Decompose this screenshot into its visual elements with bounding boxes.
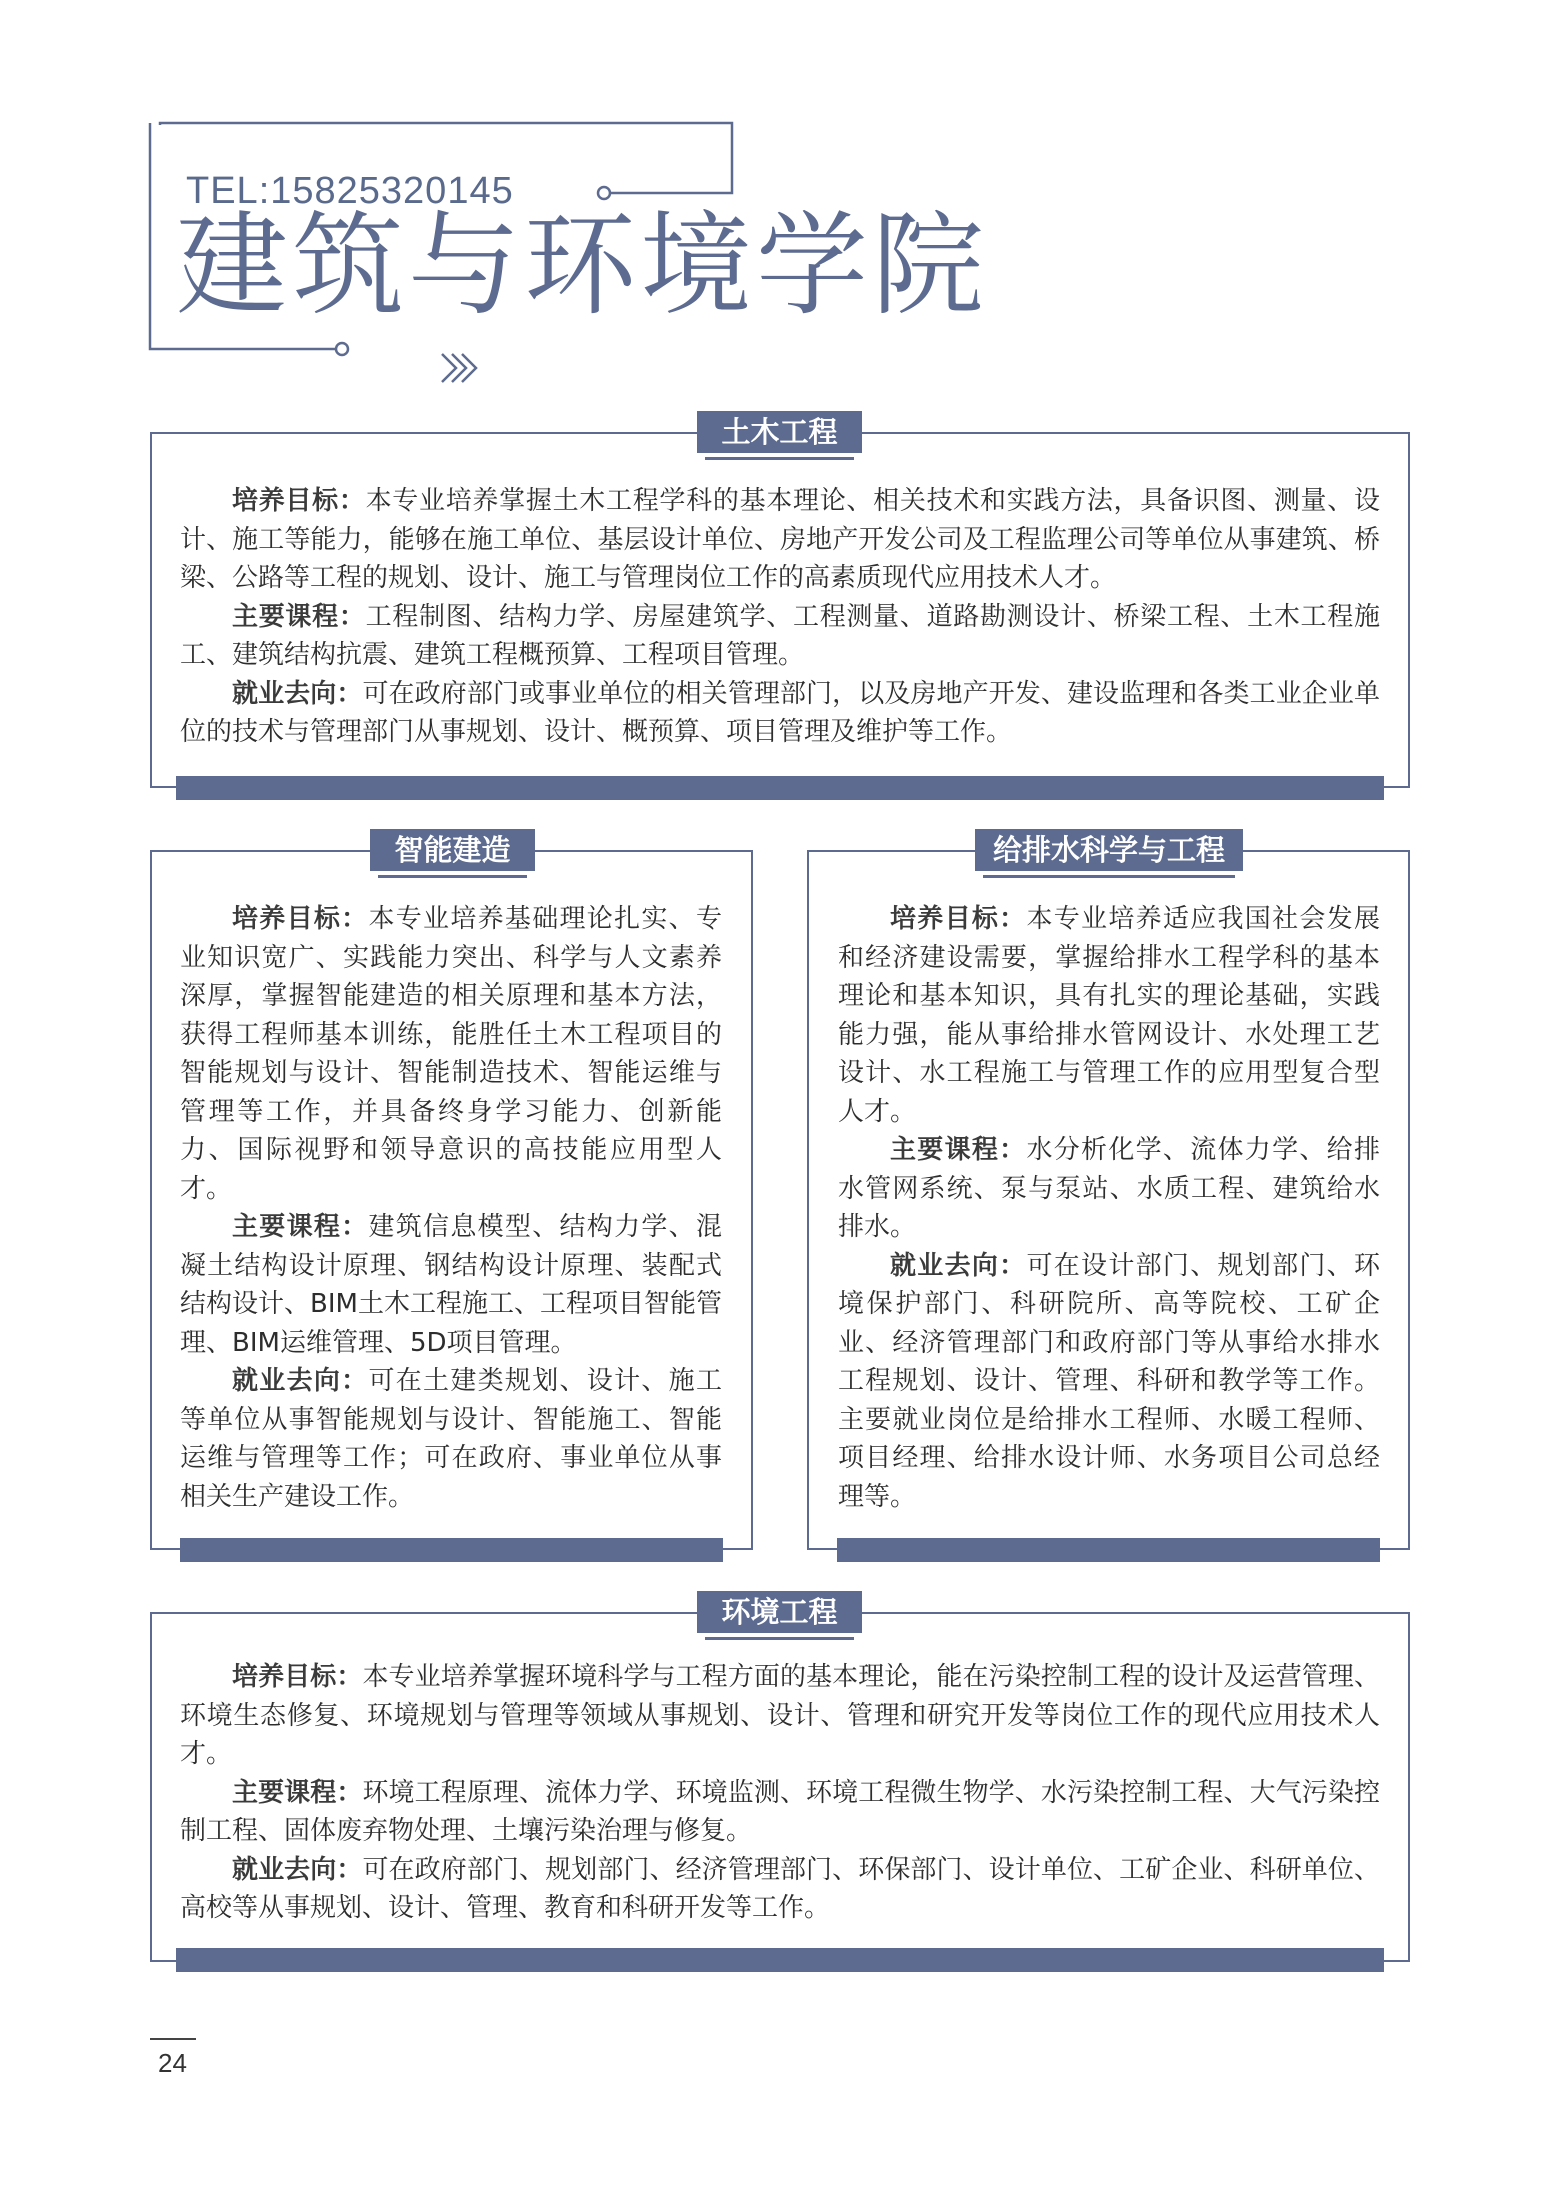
env-job <box>180 1851 1380 1928</box>
env-job-label: 就业去向： <box>232 1854 363 1885</box>
civil-goal-text: 本专业培养掌握土木工程学科的基本理论、相关技术和实践方法，具备识图、测量、设计、施工等能力，能够在施工单位、基层设计单位、房地产开发公司及工程监理公司等单位从事建筑、桥梁、公路等工程的规划、设计、施工与管理岗位工作的高素质现代应用技术人才。 <box>180 486 1380 593</box>
water-job-text: 可在设计部门、规划部门、环境保护部门、科研院所、高等院校、工矿企业、经济管理部门和政府部门等从事给水排水工程规划、设计、管理、科研和教学等工作。主要就业岗位是给排水工程师、水暖工程师、项目经理、给排水设计师、水务项目公司总经理等。 <box>838 1250 1380 1512</box>
water-course-label: 主要课程： <box>890 1135 1027 1165</box>
water-goal-text: 本专业培养适应我国社会发展和经济建设需要，掌握给排水工程学科的基本理论和基本知识，具有扎实的理论基础，实践能力强，能从事给排水管网设计、水处理工艺设计、水工程施工与管理工作的应用型复合型人才。 <box>838 904 1380 1127</box>
water-goal-label: 培养目标： <box>890 904 1027 934</box>
section-civil-bar <box>176 776 1384 800</box>
page-number: 24 <box>158 2048 187 2078</box>
water-goal <box>838 900 1380 1131</box>
smart-job-label: 就业去向： <box>232 1366 369 1396</box>
water-course-text: 水分析化学、流体力学、给排水管网系统、泵与泵站、水质工程、建筑给水排水。 <box>838 1135 1380 1242</box>
section-smart-title: 智能建造 <box>370 829 535 871</box>
water-job <box>838 1247 1380 1517</box>
page-number-rule <box>150 2038 196 2040</box>
civil-job-label: 就业去向： <box>232 678 363 709</box>
env-job-text: 可在政府部门、规划部门、经济管理部门、环保部门、设计单位、工矿企业、科研单位、高校等从事规划、设计、管理、教育和科研开发等工作。 <box>180 1854 1380 1923</box>
smart-course <box>180 1208 722 1362</box>
college-title: 建筑与环境学院 <box>176 201 988 331</box>
env-course <box>180 1774 1380 1851</box>
section-water-body <box>838 900 1380 1516</box>
section-water-title: 给排水科学与工程 <box>975 829 1243 871</box>
section-smart-body <box>180 900 722 1516</box>
civil-goal-label: 培养目标： <box>232 486 366 516</box>
chevron-right-icon <box>440 350 480 386</box>
civil-course-text: 工程制图、结构力学、房屋建筑学、工程测量、道路勘测设计、桥梁工程、土木工程施工、建筑结构抗震、建筑工程概预算、工程项目管理。 <box>180 601 1380 670</box>
civil-job-text: 可在政府部门或事业单位的相关管理部门，以及房地产开发、建设监理和各类工业企业单位的技术与管理部门从事规划、设计、概预算、项目管理及维护等工作。 <box>180 678 1380 747</box>
smart-goal-label: 培养目标： <box>232 904 369 934</box>
env-course-text: 环境工程原理、流体力学、环境监测、环境工程微生物学、水污染控制工程、大气污染控制工程、固体废弃物处理、土壤污染治理与修复。 <box>180 1777 1380 1846</box>
section-env-bar <box>176 1948 1384 1972</box>
civil-course <box>180 598 1380 675</box>
env-goal-text: 本专业培养掌握环境科学与工程方面的基本理论，能在污染控制工程的设计及运营管理、环境生态修复、环境规划与管理等领域从事规划、设计、管理和研究开发等岗位工作的现代应用技术人才。 <box>180 1662 1380 1769</box>
section-env-title: 环境工程 <box>697 1591 862 1633</box>
civil-job <box>180 675 1380 752</box>
section-env-body <box>180 1658 1380 1928</box>
civil-course-label: 主要课程： <box>232 601 366 632</box>
section-water-bar <box>837 1538 1380 1562</box>
tel-number: TEL:15825320145 <box>186 170 514 212</box>
section-smart-bar <box>180 1538 723 1562</box>
smart-job-text: 可在土建类规划、设计、施工等单位从事智能规划与设计、智能施工、智能运维与管理等工作；可在政府、事业单位从事相关生产建设工作。 <box>180 1366 722 1512</box>
env-goal <box>180 1658 1380 1774</box>
water-job-label: 就业去向： <box>890 1250 1027 1281</box>
section-civil-title: 土木工程 <box>697 411 862 453</box>
smart-goal-text: 本专业培养基础理论扎实、专业知识宽广、实践能力突出、科学与人文素养深厚，掌握智能建造的相关原理和基本方法，获得工程师基本训练，能胜任土木工程项目的智能规划与设计、智能制造技术、智能运维与管理等工作，并具备终身学习能力、创新能力、国际视野和领导意识的高技能应用型人才。 <box>180 904 722 1204</box>
smart-course-label: 主要课程： <box>232 1212 369 1242</box>
section-civil-body <box>180 482 1380 752</box>
env-goal-label: 培养目标： <box>232 1662 363 1692</box>
smart-goal <box>180 900 722 1208</box>
smart-job <box>180 1362 722 1516</box>
smart-course-text: 建筑信息模型、结构力学、混凝土结构设计原理、钢结构设计原理、装配式结构设计、BIM土木工程施工、工程项目智能管理、BIM运维管理、5D项目管理。 <box>180 1212 722 1358</box>
water-course <box>838 1131 1380 1247</box>
civil-goal <box>180 482 1380 598</box>
env-course-label: 主要课程： <box>232 1777 363 1808</box>
